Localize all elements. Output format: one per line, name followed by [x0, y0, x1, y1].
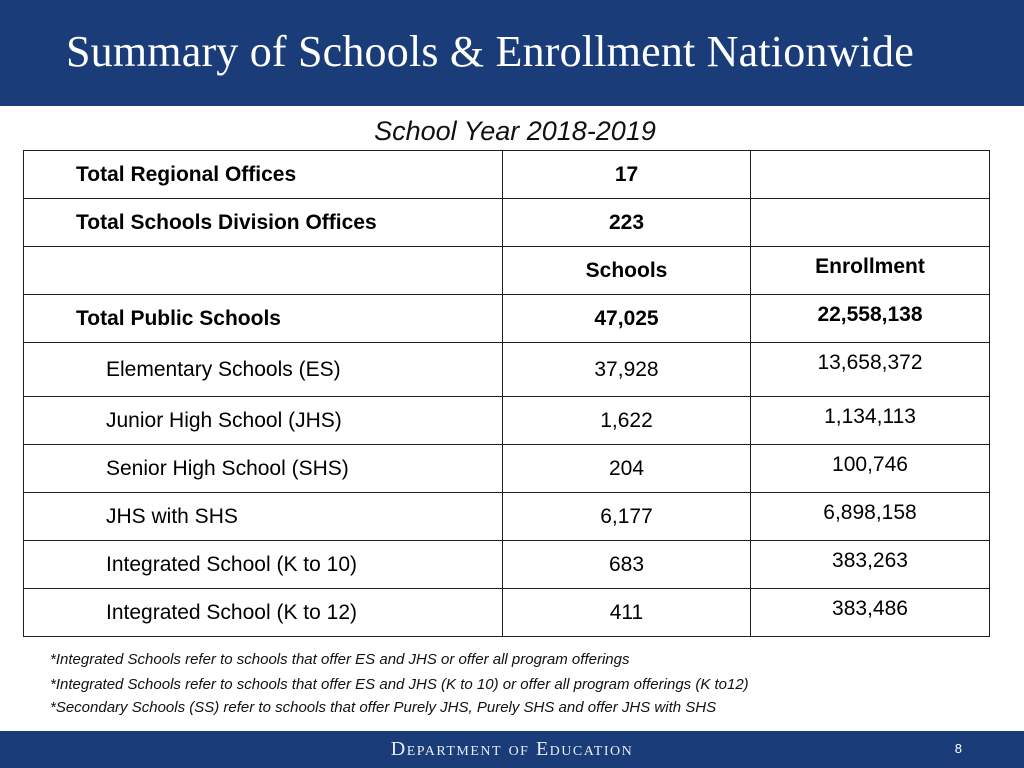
row-label: Total Schools Division Offices	[24, 199, 503, 247]
page-title: Summary of Schools & Enrollment Nationwide	[66, 27, 914, 76]
summary-table	[23, 150, 990, 637]
schools-cell: 1,622	[503, 397, 751, 445]
enrollment-cell: 6,898,158	[751, 493, 990, 541]
table-row	[24, 343, 990, 397]
schools-cell: 6,177	[503, 493, 751, 541]
row-label: JHS with SHS	[24, 493, 503, 541]
row-label: Total Regional Offices	[24, 151, 503, 199]
row-label: Senior High School (SHS)	[24, 445, 503, 493]
enrollment-cell: 22,558,138	[751, 295, 990, 343]
enrollment-cell: 100,746	[751, 445, 990, 493]
schools-cell: 683	[503, 541, 751, 589]
table-row	[24, 151, 990, 199]
department-logo-text: Department of Education	[390, 738, 634, 760]
footnote: *Integrated Schools refer to schools that offer ES and JHS (K to 10) or offer all program offerings (K to12)	[50, 676, 749, 693]
header-bar	[0, 0, 1024, 106]
schools-cell: 411	[503, 589, 751, 637]
schools-cell: 204	[503, 445, 751, 493]
schools-cell: 223	[503, 199, 751, 247]
table-row	[24, 397, 990, 445]
table-row	[24, 445, 990, 493]
enrollment-column-header: Enrollment	[751, 247, 990, 295]
schools-cell: 37,928	[503, 343, 751, 397]
enrollment-cell: 13,658,372	[751, 343, 990, 397]
enrollment-cell: 1,134,113	[751, 397, 990, 445]
table-row	[24, 199, 990, 247]
enrollment-cell	[751, 151, 990, 199]
row-label: Junior High School (JHS)	[24, 397, 503, 445]
table-row	[24, 589, 990, 637]
enrollment-cell	[751, 199, 990, 247]
table-row	[24, 295, 990, 343]
school-year-label: School Year 2018-2019	[374, 116, 656, 146]
row-label: Integrated School (K to 10)	[24, 541, 503, 589]
footer-bar	[0, 731, 1024, 768]
row-label: Elementary Schools (ES)	[24, 343, 503, 397]
table-header-row	[24, 247, 990, 295]
table-row	[24, 493, 990, 541]
row-label: Total Public Schools	[24, 295, 503, 343]
footnote: *Secondary Schools (SS) refer to schools that offer Purely JHS, Purely SHS and offer JHS with SHS	[50, 699, 717, 716]
row-label: Integrated School (K to 12)	[24, 589, 503, 637]
schools-cell: 47,025	[503, 295, 751, 343]
footnotes	[50, 647, 749, 720]
footnote: *Integrated Schools refer to schools that offer ES and JHS or offer all program offerings	[50, 651, 630, 668]
row-label	[24, 247, 503, 295]
table-row	[24, 541, 990, 589]
page-number: 8	[954, 741, 962, 756]
enrollment-cell: 383,263	[751, 541, 990, 589]
schools-cell: 17	[503, 151, 751, 199]
schools-column-header: Schools	[503, 247, 751, 295]
enrollment-cell: 383,486	[751, 589, 990, 637]
school-year-subtitle	[0, 116, 1024, 147]
